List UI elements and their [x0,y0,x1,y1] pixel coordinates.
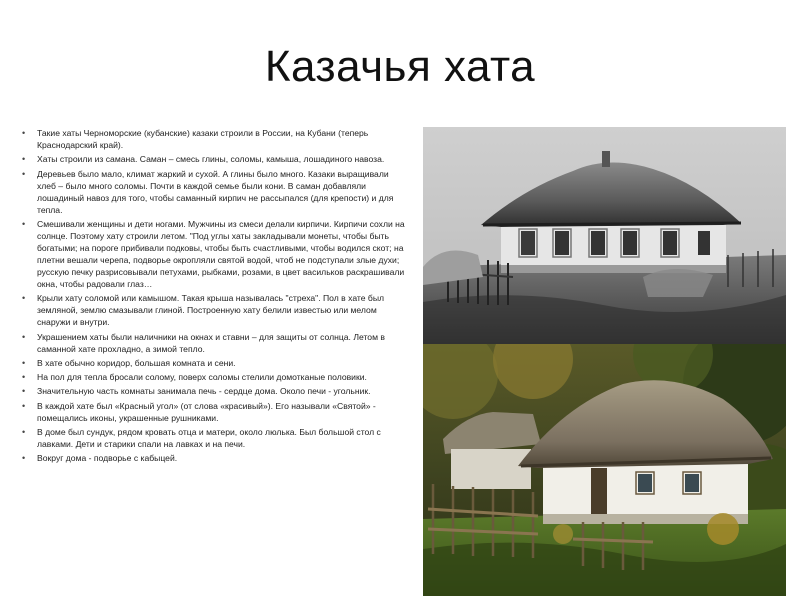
list-item: • Хаты строили из самана. Саман – смесь глины, соломы, камыша, лошадиного навоза. [20,153,405,165]
list-item: • Такие хаты Черноморские (кубанские) казаки строили в России, на Кубани (теперь Краснодарский край). [20,127,405,151]
list-item: • Украшением хаты были наличники на окнах и ставни – для защиты от солнца. Летом в саманной хате прохладно, а зимой тепло. [20,331,405,355]
list-item: • Крыли хату соломой или камышом. Такая крыша называлась "стреха". Пол в хате был земляной, землю смазывали глиной. Построенную хату белили известью или мелом снаружи и внутри. [20,292,405,328]
list-item: • В доме был сундук, рядом кровать отца и матери, около люлька. Был большой стол с лавками. Дети и старики спали на лавках и на печи. [20,426,405,450]
list-item: • В каждой хате был «Красный угол» (от слова «красивый»). Его называли «Святой» - помещались иконы, украшенные рушниками. [20,400,405,424]
list-item: • Вокруг дома - подворье с кабыцей. [20,452,405,464]
photo-color-thatched-hut [423,344,786,596]
slide-title: Казачья хата [264,42,536,91]
photo-bw-cossack-house [423,127,786,344]
list-item: • На пол для тепла бросали солому, поверх соломы стелили домотканые половики. [20,371,405,383]
bullet-list [20,127,405,466]
list-item: • Смешивали женщины и дети ногами. Мужчины из смеси делали кирпичи. Кирпичи сохли на солнце. Поэтому хату строили летом. "Под углы хаты закладывали монеты, чтобы быть богатыми; на пороге прибивали подковы, чтобы быть счастливыми, чтобы водился скот; на плетни вешали черепа, подворье окропляли святой водой, чтоб не подступали злые духи; русскую печку разрисовывали петухами, рыбками, розами, в цвет васильков раскрашивали окна, чтобы радовали глаз… [20,218,405,290]
list-item: • В хате обычно коридор, большая комната и сени. [20,357,405,369]
list-item: • Значительную часть комнаты занимала печь - сердце дома. Около печи - угольник. [20,385,405,397]
list-item: • Деревьев было мало, климат жаркий и сухой. А глины было много. Казаки выращивали хлеб – было много соломы. Почти в каждой семье были кони. В саман добавляли лошадиный навоз для того, чтобы саманный кирпич не рассыпался (для крепости) и для тепла. [20,168,405,216]
